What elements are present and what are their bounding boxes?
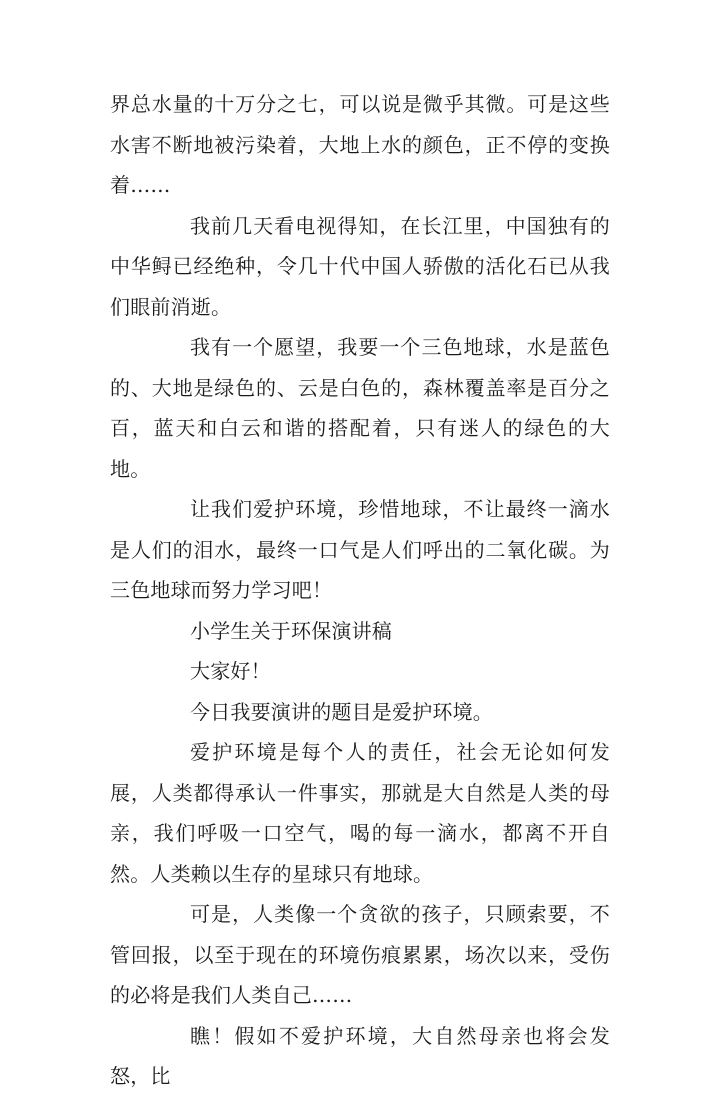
paragraph-continuation: 界总水量的十万分之七，可以说是微乎其微。可是这些水害不断地被污染着，大地上水的颜色，正不停的变换着…… (110, 92, 610, 197)
speech-greeting: 大家好！ (190, 659, 271, 683)
paragraph-nature-anger: 瞧！假如不爱护环境，大自然母亲也将会发怒，比 (110, 1023, 610, 1088)
speech-topic: 今日我要演讲的题目是爱护环境。 (190, 699, 493, 724)
paragraph-call-to-action: 让我们爱护环境，珍惜地球，不让最终一滴水是人们的泪水，最终一口气是人们呼出的二氧化碳。为三色地球而努力学习吧！ (110, 497, 610, 602)
paragraph-sturgeon: 我前几天看电视得知，在长江里，中国独有的中华鲟已经绝种，令几十代中国人骄傲的活化石已从我们眼前消逝。 (110, 213, 610, 319)
speech-title: 小学生关于环保演讲稿 (190, 618, 392, 643)
paragraph-responsibility: 爱护环境是每个人的责任，社会无论如何发展，人类都得承认一件事实，那就是大自然是人类的母亲，我们呼吸一口空气，喝的每一滴水，都离不开自然。人类赖以生存的星球只有地球。 (110, 740, 610, 886)
paragraph-greedy-child: 可是，人类像一个贪欲的孩子，只顾索要，不管回报，以至于现在的环境伤痕累累，场次以来，受伤的必将是我们人类自己…… (110, 902, 610, 1007)
document-body (110, 84, 610, 1097)
paragraph-wish: 我有一个愿望，我要一个三色地球，水是蓝色的、大地是绿色的、云是白色的，森林覆盖率是百分之百，蓝天和白云和谐的搭配着，只有迷人的绿色的大地。 (110, 335, 610, 481)
